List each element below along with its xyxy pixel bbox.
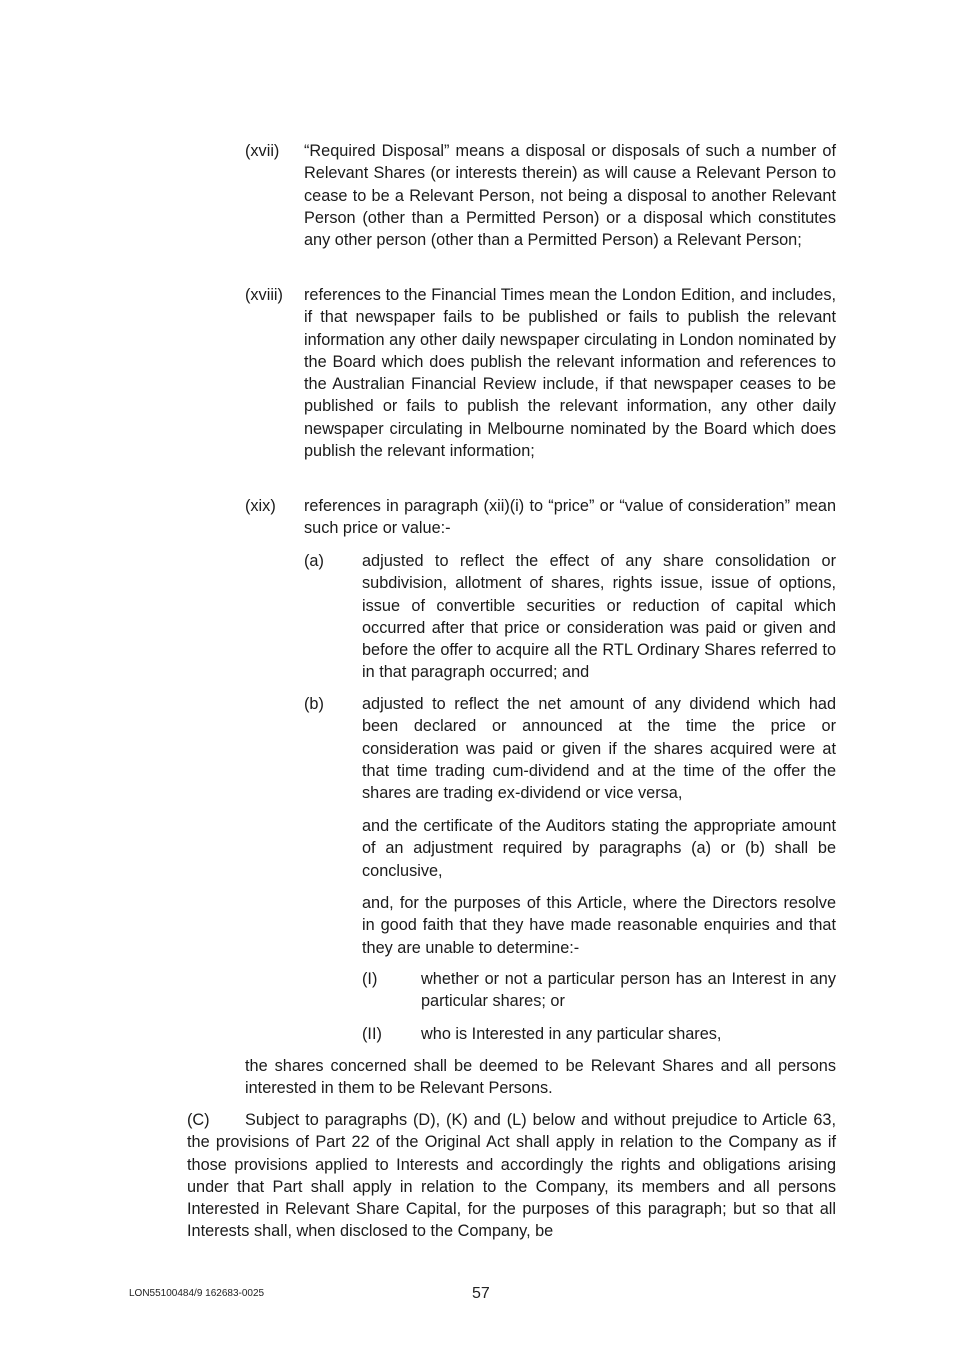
item-a-text: adjusted to reflect the effect of any share consolidation or subdivision, allotment of shares, rights issue, issue of options, issue of convertible securities or reduction of capital which occurred after that price or consideration was paid or given and before the offer to acquire all the RTL Ordinary Shares referred to in that paragraph occurred; and bbox=[362, 552, 836, 682]
purposes-paragraph: and, for the purposes of this Article, where the Directors resolve in good faith that they have made reasonable enquiries and that they are unable to determine:- bbox=[362, 894, 836, 957]
item-b-label: (b) bbox=[304, 695, 324, 713]
certificate-paragraph: and the certificate of the Auditors stating the appropriate amount of an adjustment required by paragraphs (a) or (b) shall be conclusive, bbox=[362, 817, 836, 880]
item-xviii-text: references to the Financial Times mean the London Edition, and includes, if that newspaper fails to be published or fails to publish the relevant information any other daily newspaper circulating in London nominated by the Board which does publish the relevant information and references to the Australian Financial Review include, if that newspaper ceases to be published or fails to publish the relevant information, any other daily newspaper circulating in Melbourne nominated by the Board which does publish the relevant information; bbox=[304, 286, 836, 461]
item-II-label: (II) bbox=[362, 1025, 382, 1043]
item-xvii-label: (xvii) bbox=[245, 142, 280, 160]
item-xvii-text: “Required Disposal” means a disposal or disposals of such a number of Relevant Shares (or interests therein) as will cause a Relevant Person to cease to be a Relevant Person, not being a disposal to another Relevant Person (other than a Permitted Person) or a disposal which constitutes any other person (other than a Permitted Person) a Relevant Person; bbox=[304, 142, 836, 250]
item-xix-text: references in paragraph (xii)(i) to “price” or “value of consideration” mean such price or value:- bbox=[304, 497, 836, 538]
item-I-text: whether or not a particular person has an Interest in any particular shares; or bbox=[421, 970, 836, 1011]
item-a-label: (a) bbox=[304, 552, 324, 570]
concerned-paragraph: the shares concerned shall be deemed to be Relevant Shares and all persons interested in them to be Relevant Persons. bbox=[245, 1057, 836, 1098]
item-I-label: (I) bbox=[362, 970, 378, 988]
item-C-paragraph bbox=[187, 1109, 836, 1243]
item-C-text: Subject to paragraphs (D), (K) and (L) below and without prejudice to Article 63, the provisions of Part 22 of the Original Act shall apply in relation to the Company as if those provisions applied to Interests and accordingly the rights and obligations arising under that Part shall apply in relation to the Company, its members and all persons Interested in Relevant Share Capital, for the purposes of this paragraph; but so that all Interests shall, when disclosed to the Company, be bbox=[187, 1111, 836, 1241]
document-reference: LON55100484/9 162683-0025 bbox=[129, 1288, 265, 1299]
item-xviii-label: (xviii) bbox=[245, 286, 283, 304]
item-C-label: (C) bbox=[187, 1111, 210, 1129]
item-II-text: who is Interested in any particular shares, bbox=[421, 1025, 722, 1043]
page-number: 57 bbox=[472, 1285, 490, 1302]
item-b-text: adjusted to reflect the net amount of any dividend which had been declared or announced at the time the price or consideration was paid or given if the shares acquired were at that time trading cum-dividend and at the time of the offer the shares are trading ex-dividend or vice versa, bbox=[362, 695, 836, 803]
item-xix-label: (xix) bbox=[245, 497, 276, 515]
